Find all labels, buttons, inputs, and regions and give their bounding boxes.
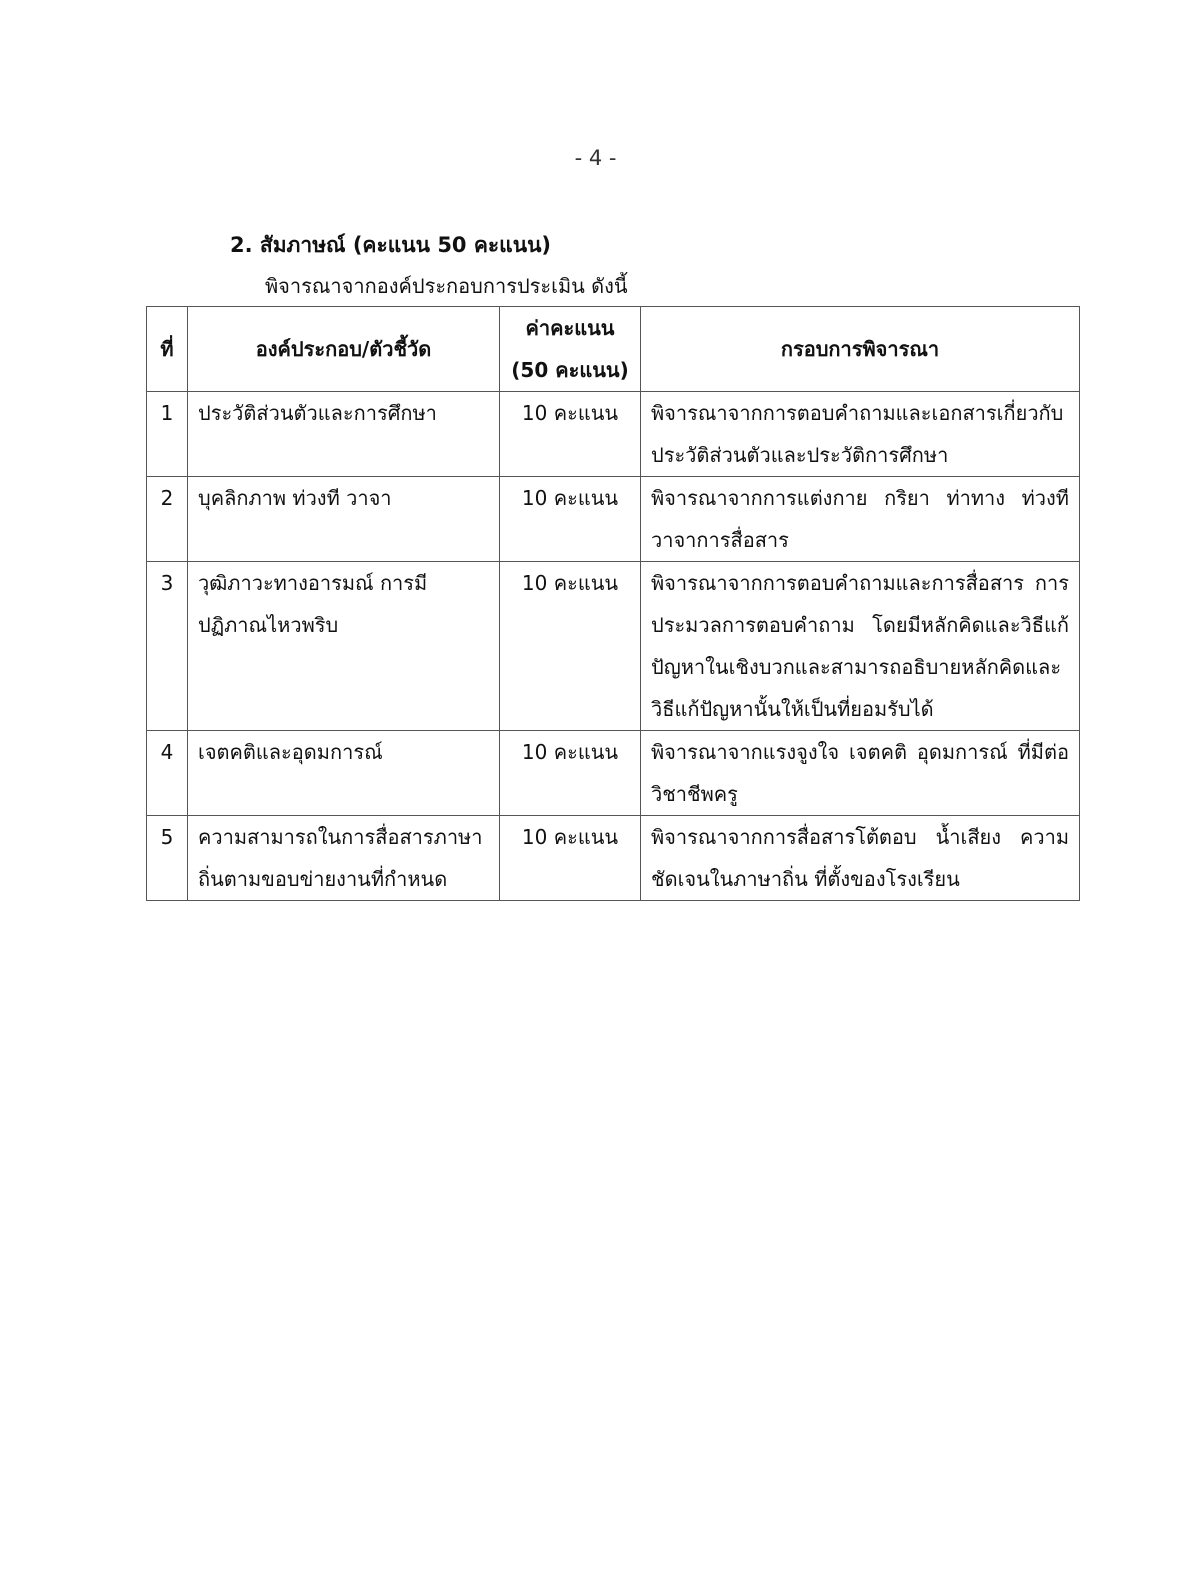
- row-number: 5: [147, 816, 188, 901]
- row-score: 10 คะแนน: [500, 731, 641, 816]
- row-framework: พิจารณาจากการตอบคำถามและเอกสารเกี่ยวกับประวัติส่วนตัวและประวัติการศึกษา: [641, 392, 1080, 477]
- section-heading: 2. สัมภาษณ์ (คะแนน 50 คะแนน): [230, 233, 552, 257]
- header-score-line2: (50 คะแนน): [511, 358, 629, 382]
- page-number: - 4 -: [574, 146, 617, 170]
- row-framework: พิจารณาจากการสื่อสารโต้ตอบ น้ำเสียง ความชัดเจนในภาษาถิ่น ที่ตั้งของโรงเรียน: [641, 816, 1080, 901]
- row-score: 10 คะแนน: [500, 392, 641, 477]
- table-row: [147, 562, 1080, 731]
- row-number: 3: [147, 562, 188, 731]
- row-component: ความสามารถในการสื่อสารภาษาถิ่นตามขอบข่ายงานที่กำหนด: [188, 816, 500, 901]
- table-row: [147, 392, 1080, 477]
- header-no: ที่: [147, 307, 188, 392]
- row-framework: พิจารณาจากแรงจูงใจ เจตคติ อุดมการณ์ ที่มีต่อวิชาชีพครู: [641, 731, 1080, 816]
- row-component: เจตคติและอุดมการณ์: [188, 731, 500, 816]
- row-component: ประวัติส่วนตัวและการศึกษา: [188, 392, 500, 477]
- header-component: องค์ประกอบ/ตัวชี้วัด: [188, 307, 500, 392]
- row-component: วุฒิภาวะทางอารมณ์ การมีปฏิภาณไหวพริบ: [188, 562, 500, 731]
- header-framework: กรอบการพิจารณา: [641, 307, 1080, 392]
- header-score: [500, 307, 641, 392]
- row-score: 10 คะแนน: [500, 562, 641, 731]
- table-row: [147, 816, 1080, 901]
- table-row: [147, 731, 1080, 816]
- section-intro: พิจารณาจากองค์ประกอบการประเมิน ดังนี้: [265, 274, 628, 298]
- assessment-table: [146, 306, 1080, 901]
- header-score-line1: ค่าคะแนน: [525, 316, 615, 340]
- row-score: 10 คะแนน: [500, 816, 641, 901]
- row-number: 2: [147, 477, 188, 562]
- table-header: [147, 307, 1080, 392]
- row-score: 10 คะแนน: [500, 477, 641, 562]
- row-number: 1: [147, 392, 188, 477]
- row-number: 4: [147, 731, 188, 816]
- table-body: [147, 392, 1080, 901]
- header-row: [147, 307, 1080, 392]
- table-row: [147, 477, 1080, 562]
- row-component: บุคลิกภาพ ท่วงที วาจา: [188, 477, 500, 562]
- row-framework: พิจารณาจากการตอบคำถามและการสื่อสาร การประมวลการตอบคำถาม โดยมีหลักคิดและวิธีแก้ปัญหาในเชิงบวกและสามารถอธิบายหลักคิดและวิธีแก้ปัญหานั้นให้เป็นที่ยอมรับได้: [641, 562, 1080, 731]
- row-framework: พิจารณาจากการแต่งกาย กริยา ท่าทาง ท่วงที วาจาการสื่อสาร: [641, 477, 1080, 562]
